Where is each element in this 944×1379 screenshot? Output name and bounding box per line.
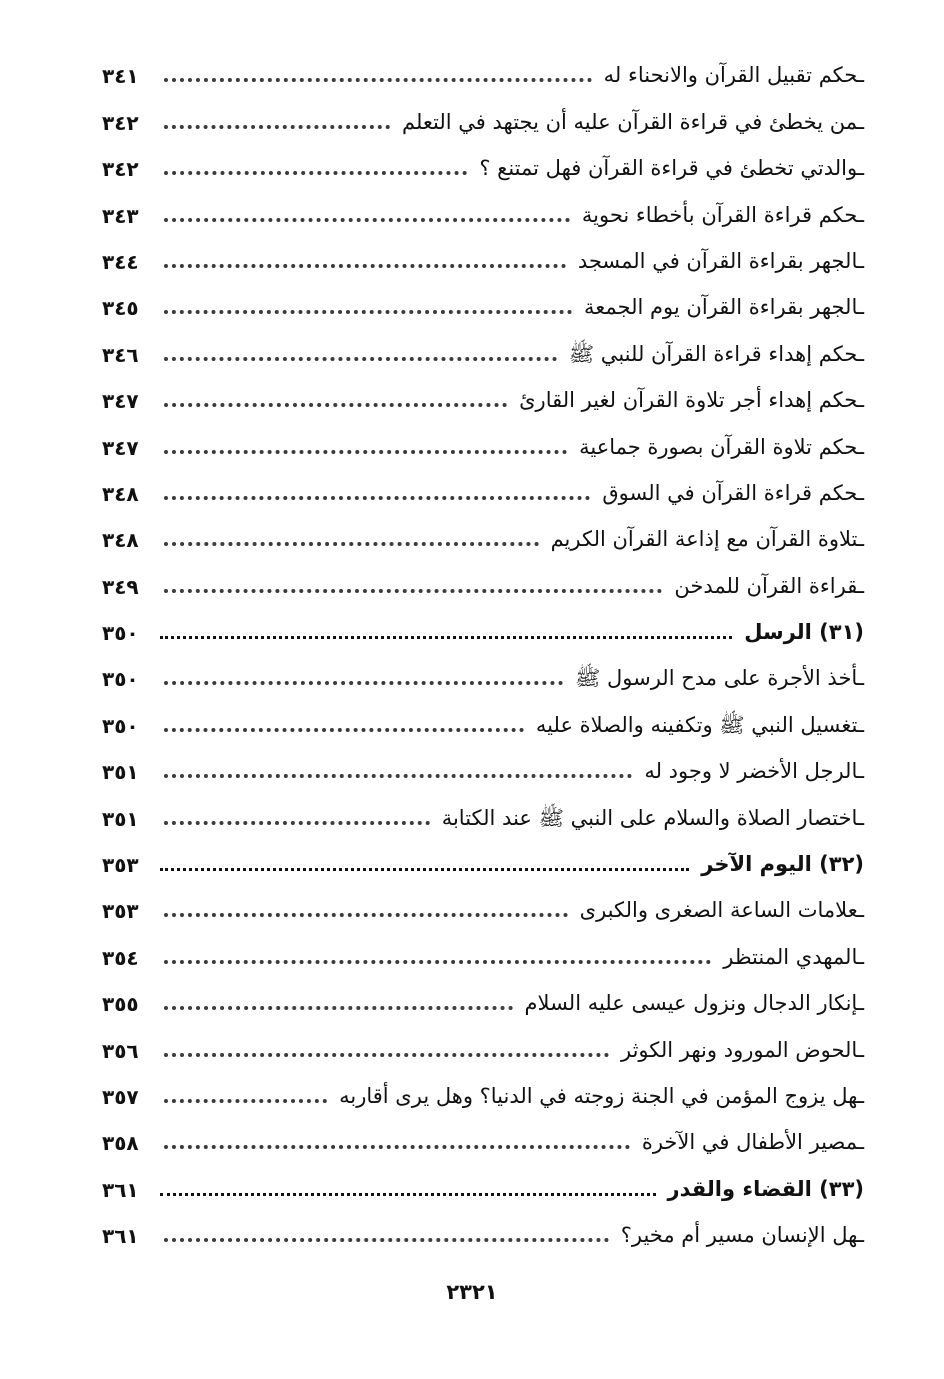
toc-entry-title: ـحكم تقبيل القرآن والانحناء له: [603, 63, 864, 88]
dot-leader: [164, 681, 563, 685]
toc-row: [102, 792, 864, 838]
toc-row: [102, 746, 864, 792]
toc-row: [102, 653, 864, 699]
toc-entry-title: ـالحوض المورود ونهر الكوثر: [621, 1037, 864, 1062]
toc-entry-title: ـعلامات الساعة الصغرى والكبرى: [579, 898, 864, 923]
toc-page-number: ٣٤٨: [102, 481, 139, 506]
dot-leader: [164, 125, 390, 129]
toc-page-number: ٣٤٦: [102, 342, 139, 367]
toc-page-number: ٣٥٣: [102, 853, 139, 878]
toc-row: [102, 282, 864, 328]
toc-row: [102, 931, 864, 977]
toc-entry-title: ـهل الإنسان مسير أم مخير؟: [620, 1223, 864, 1248]
toc-row: [102, 375, 864, 421]
dot-leader: [164, 1099, 327, 1103]
toc-row: [102, 468, 864, 514]
section-title: (٣٢) اليوم الآخر: [701, 852, 864, 877]
toc-page-number: ٣٤٧: [102, 389, 139, 414]
dot-leader: [164, 171, 467, 175]
toc-entry-title: ـالجهر بقراءة القرآن يوم الجمعة: [584, 295, 864, 320]
dot-leader: [164, 450, 567, 454]
toc-entry-title: ـحكم قراءة القرآن بأخطاء نحوية: [581, 202, 864, 227]
toc-page-number: ٣٤٤: [102, 249, 139, 274]
toc-entry-title: ـالمهدي المنتظر: [723, 944, 864, 969]
toc-page-number: ٣٥٦: [102, 1038, 139, 1063]
toc-page-number: ٣٥١: [102, 806, 139, 831]
toc-page-number: ٣٥٠: [102, 713, 139, 738]
toc-row: [102, 514, 864, 560]
toc-row: [102, 143, 864, 189]
toc-page-number: ٣٥٠: [102, 621, 139, 646]
toc-page-number: ٣٤٨: [102, 528, 139, 553]
dot-leader: [164, 78, 592, 82]
toc-entry-title: ـتلاوة القرآن مع إذاعة القرآن الكريم: [550, 527, 864, 552]
toc-row: [102, 885, 864, 931]
toc-page-number: ٣٤٢: [102, 157, 139, 182]
toc-section-heading: [102, 1163, 864, 1209]
dot-leader: [164, 589, 662, 593]
toc-entry-title: ـهل يزوج المؤمن في الجنة زوجته في الدنيا؟ وهل يرى أقاربه: [339, 1083, 864, 1108]
toc-page-number: ٣٦١: [102, 1177, 139, 1202]
toc-page-number: ٣٥١: [102, 760, 139, 785]
toc-row: [102, 236, 864, 282]
toc-page-number: ٣٥٣: [102, 899, 139, 924]
dot-leader: [160, 1193, 656, 1196]
toc-page-number: ٣٤١: [102, 64, 139, 89]
toc-row: [102, 699, 864, 745]
toc-page-number: ٣٤٩: [102, 574, 139, 599]
toc-page-number: ٣٥٨: [102, 1131, 139, 1156]
dot-leader: [164, 728, 524, 732]
toc-entry-title: ـإنكار الدجال ونزول عيسى عليه السلام: [524, 991, 864, 1016]
section-title: (٣١) الرسل: [744, 620, 864, 645]
toc-row: [102, 1210, 864, 1256]
toc-row: [102, 96, 864, 142]
toc-page-number: ٣٤٢: [102, 110, 139, 135]
dot-leader: [164, 357, 557, 361]
toc-page-number: ٣٥٧: [102, 1084, 139, 1109]
dot-leader: [164, 774, 632, 778]
dot-leader: [164, 913, 568, 917]
toc-entry-title: ـمن يخطئ في قراءة القرآن عليه أن يجتهد في التعلم: [401, 109, 864, 134]
toc-entry-title: ـتغسيل النبي ﷺ وتكفينه والصلاة عليه: [535, 712, 864, 737]
page-folio-number: ٢٣٢١: [446, 1280, 498, 1304]
table-of-contents: [102, 50, 864, 1256]
toc-entry-title: ـالرجل الأخضر لا وجود له: [644, 759, 864, 784]
dot-leader: [164, 218, 570, 222]
toc-page-number: ٣٥٥: [102, 992, 139, 1017]
toc-row: [102, 978, 864, 1024]
dot-leader: [164, 542, 539, 546]
dot-leader: [160, 868, 689, 871]
toc-page-number: ٣٤٥: [102, 296, 139, 321]
toc-page-number: ٣٤٧: [102, 435, 139, 460]
toc-entry-title: ـوالدتي تخطئ في قراءة القرآن فهل تمتنع ؟: [479, 156, 864, 181]
toc-row: [102, 1117, 864, 1163]
dot-leader: [164, 496, 590, 500]
dot-leader: [164, 1145, 630, 1149]
dot-leader: [164, 310, 572, 314]
toc-row: [102, 1024, 864, 1070]
dot-leader: [164, 1238, 609, 1242]
toc-page-number: ٣٥٠: [102, 667, 139, 692]
toc-entry-title: ـحكم قراءة القرآن في السوق: [602, 480, 864, 505]
toc-row: [102, 560, 864, 606]
toc-row: [102, 1071, 864, 1117]
dot-leader: [164, 1053, 609, 1057]
dot-leader: [164, 821, 430, 825]
dot-leader: [164, 264, 566, 268]
toc-entry-title: ـأخذ الأجرة على مدح الرسول ﷺ: [574, 666, 864, 691]
section-title: (٣٣) القضاء والقدر: [667, 1176, 864, 1201]
toc-entry-title: ـمصير الأطفال في الآخرة: [641, 1130, 864, 1155]
toc-entry-title: ـحكم تلاوة القرآن بصورة جماعية: [579, 434, 864, 459]
toc-entry-title: ـحكم إهداء أجر تلاوة القرآن لغير القارئ: [519, 388, 864, 413]
toc-section-heading: [102, 839, 864, 885]
toc-row: [102, 189, 864, 235]
dot-leader: [164, 403, 507, 407]
toc-page-number: ٣٤٣: [102, 203, 139, 228]
toc-entry-title: ـقراءة القرآن للمدخن: [674, 573, 864, 598]
toc-entry-title: ـالجهر بقراءة القرآن في المسجد: [577, 248, 864, 273]
toc-row: [102, 50, 864, 96]
dot-leader: [164, 960, 711, 964]
dot-leader: [164, 1006, 513, 1010]
toc-page-number: ٣٦١: [102, 1224, 139, 1249]
toc-section-heading: [102, 607, 864, 653]
toc-row: [102, 328, 864, 374]
toc-row: [102, 421, 864, 467]
toc-entry-title: ـاختصار الصلاة والسلام على النبي ﷺ عند الكتابة: [441, 805, 864, 830]
toc-page-number: ٣٥٤: [102, 945, 139, 970]
dot-leader: [160, 636, 732, 639]
toc-entry-title: ـحكم إهداء قراءة القرآن للنبي ﷺ: [568, 341, 864, 366]
